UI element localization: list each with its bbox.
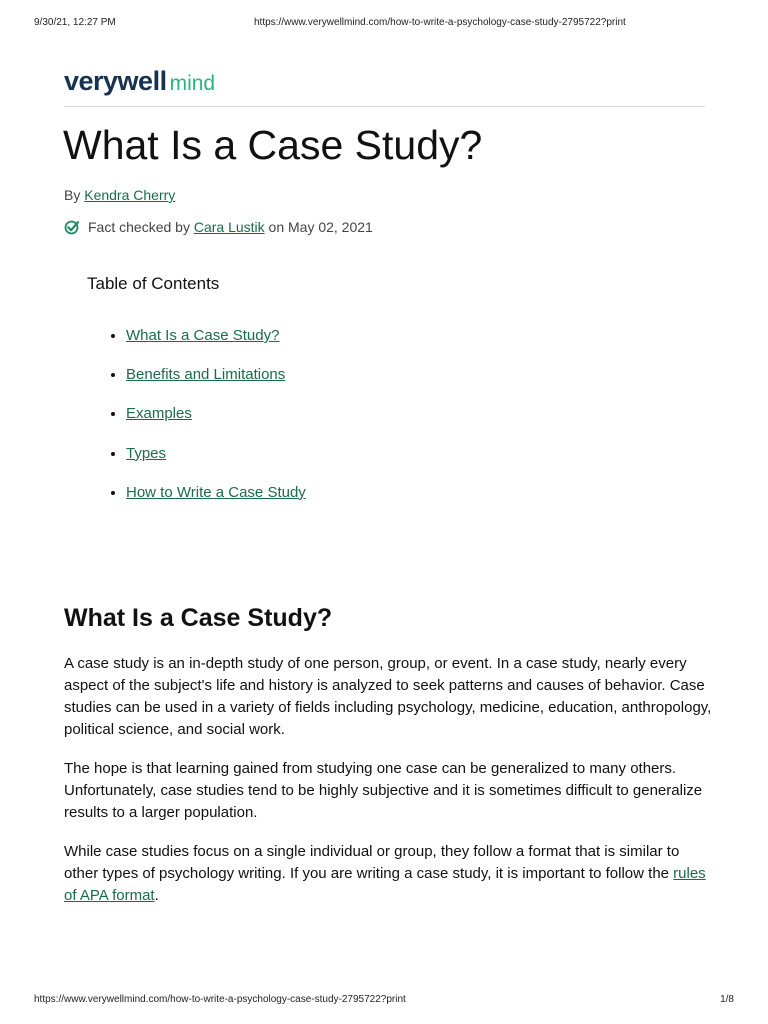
toc-item	[126, 404, 306, 443]
toc-item	[126, 326, 306, 365]
toc-link-types[interactable]: Types	[126, 444, 167, 462]
header-divider	[64, 106, 705, 107]
toc-link-examples[interactable]: Examples	[126, 405, 192, 423]
toc-item	[126, 365, 306, 404]
toc-item	[126, 444, 306, 483]
fact-checker-link[interactable]: Cara Lustik	[193, 219, 265, 235]
site-logo[interactable]	[64, 66, 215, 100]
section-heading: What Is a Case Study?	[64, 604, 333, 632]
paragraph-1: A case study is an in-depth study of one person, group, or event. In a case study, nearly every aspect of the subject's life and history is analyzed to seek patterns and causes of behavior. Case studies can be used in a variety of fields including psychology, medicine, education, anthropology, political science, and social work.	[64, 655, 712, 738]
table-of-contents	[86, 326, 306, 522]
fact-check-prefix: Fact checked by	[88, 219, 190, 235]
fact-check-line	[64, 219, 373, 235]
page-title: What Is a Case Study?	[63, 122, 483, 168]
author-link[interactable]: Kendra Cherry	[84, 187, 176, 203]
print-datetime: 9/30/21, 12:27 PM	[34, 17, 116, 28]
print-url: https://www.verywellmind.com/how-to-write-a-psychology-case-study-2795722?print	[254, 17, 626, 28]
paragraph-3-text: While case studies focus on a single individual or group, they follow a format that is similar to other types of psychology writing. If you are writing a case study, it is important to follow the	[64, 843, 680, 882]
toc-link-benefits[interactable]: Benefits and Limitations	[126, 366, 286, 384]
logo-brand: verywell	[64, 66, 167, 96]
check-circle-icon	[64, 219, 80, 235]
byline-prefix: By	[64, 187, 81, 203]
fact-check-date: on May 02, 2021	[268, 219, 373, 235]
byline	[64, 187, 175, 203]
toc-title: Table of Contents	[87, 274, 220, 293]
footer-url: https://www.verywellmind.com/how-to-write-a-psychology-case-study-2795722?print	[34, 994, 406, 1005]
toc-link-what-is[interactable]: What Is a Case Study?	[126, 327, 280, 344]
toc-item	[126, 483, 306, 522]
apa-format-link[interactable]: rules of APA format	[64, 865, 706, 904]
page-number: 1/8	[720, 994, 734, 1005]
toc-link-how-to-write[interactable]: How to Write a Case Study	[126, 483, 306, 501]
logo-sub: mind	[169, 72, 216, 95]
paragraph-3-end: .	[154, 887, 159, 904]
paragraph-2: The hope is that learning gained from studying one case can be generalized to many others. Unfortunately, case studies tend to be highly subjective and it is sometimes difficult to generalize results to a larger population.	[64, 760, 703, 821]
paragraph-3	[64, 841, 714, 907]
